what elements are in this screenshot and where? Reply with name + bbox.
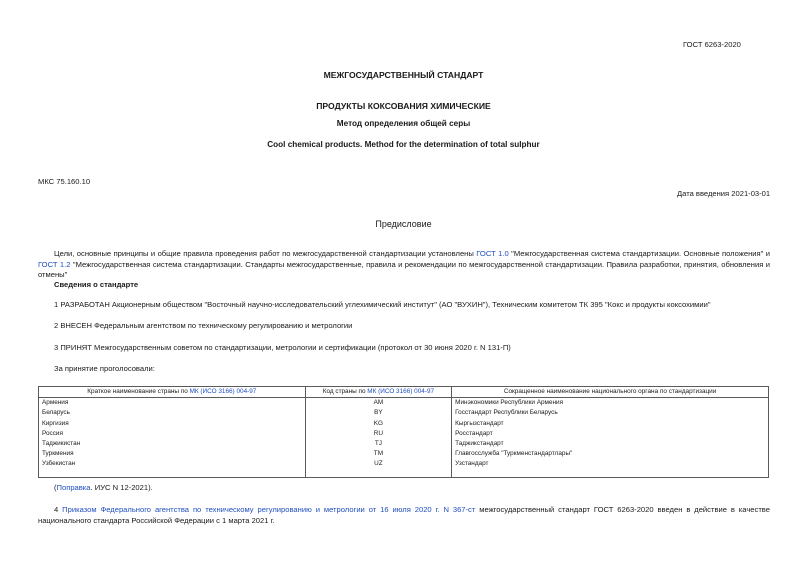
- foreword-heading: Предисловие: [375, 219, 432, 229]
- country-cell: Армения: [39, 398, 306, 409]
- product-title: ПРОДУКТЫ КОКСОВАНИЯ ХИМИЧЕСКИЕ: [316, 101, 491, 111]
- mk-iso-link[interactable]: МК (ИСО 3166) 004-97: [367, 388, 435, 396]
- code-cell: UZ: [305, 459, 451, 478]
- mk-iso-link[interactable]: МК (ИСО 3166) 004-97: [189, 388, 257, 396]
- gost-1-0-link[interactable]: ГОСТ 1.0: [476, 249, 509, 258]
- order-text: межгосударственный стандарт ГОСТ 6263-2020 введен в действие в качестве национального стандарта Российской Федерации с 1 марта 2021 г.: [38, 505, 770, 525]
- country-cell: Туркмения: [39, 449, 306, 459]
- mks-code: МКС 75.160.10: [38, 177, 91, 186]
- country-cell: Узбекистан: [39, 459, 306, 478]
- country-cell: Таджикистан: [39, 439, 306, 449]
- country-cell: Беларусь: [39, 408, 306, 418]
- code-cell: KG: [305, 419, 451, 429]
- foreword-text: "Межгосударственная система стандартизации. Основные положения" и: [508, 249, 771, 258]
- body-cell: Узстандарт: [452, 459, 769, 478]
- standard-type-title: МЕЖГОСУДАРСТВЕННЫЙ СТАНДАРТ: [323, 70, 484, 80]
- table-row: [39, 429, 769, 439]
- english-title: Cool chemical products. Method for the determination of total sulphur: [267, 140, 540, 149]
- table-row: [39, 408, 769, 418]
- header-text: Краткое наименование страны по: [87, 388, 190, 396]
- body-cell: Кыргызстандарт: [452, 419, 769, 429]
- gost-1-2-link[interactable]: ГОСТ 1.2: [38, 259, 71, 269]
- amendment-link[interactable]: Поправка: [56, 483, 91, 492]
- foreword-paragraph: [38, 249, 770, 281]
- amendment-text: . ИУС N 12-2021).: [90, 483, 153, 492]
- doc-code: ГОСТ 6263-2020: [683, 40, 741, 49]
- introduced-by: 2 ВНЕСЕН Федеральным агентством по техническому регулированию и метрологии: [54, 321, 353, 330]
- intro-date: Дата введения 2021-03-01: [677, 189, 771, 198]
- country-cell: Россия: [39, 429, 306, 439]
- body-cell: Росстандарт: [452, 429, 769, 439]
- developed-by: 1 РАЗРАБОТАН Акционерным обществом "Восточный научно-исследовательский углехимический институт" (АО "ВУХИН"), Техническим комитетом ТК 395 "Кокс и продукты коксохимии": [54, 300, 711, 309]
- method-title: Метод определения общей серы: [336, 119, 471, 128]
- code-cell: TJ: [305, 439, 451, 449]
- info-heading: Сведения о стандарте: [54, 280, 139, 289]
- foreword-text: Цели, основные принципы и общие правила проведения работ по межгосударственной стандартизации установлены: [54, 249, 477, 258]
- code-cell: BY: [305, 408, 451, 418]
- amendment-paren: (: [54, 483, 57, 492]
- table-row: [39, 449, 769, 459]
- code-cell: RU: [305, 429, 451, 439]
- order-paragraph: [38, 505, 770, 526]
- voting-table: [38, 386, 769, 478]
- order-number: 4: [54, 505, 63, 514]
- order-link[interactable]: Приказом Федерального агентства по техническому регулированию и метрологии от 16 июля 2020 г. N 367-ст: [62, 505, 476, 514]
- body-cell: Таджикстандарт: [452, 439, 769, 449]
- column-header-body: Сокращенное наименование национального органа по стандартизации: [452, 387, 769, 398]
- body-cell: Минэкономики Республики Армения: [452, 398, 769, 409]
- table-row: [39, 439, 769, 449]
- amendment-note: [54, 483, 153, 492]
- adopted-by: 3 ПРИНЯТ Межгосударственным советом по стандартизации, метрологии и сертификации (протокол от 30 июня 2020 г. N 131-П): [54, 343, 511, 352]
- table-header-row: [39, 387, 769, 398]
- foreword-text: "Межгосударственная система стандартизации. Стандарты межгосударственные, правила и рекомендации по межгосударственной стандартизации. Правила разработки, принятия, обновления и отмены": [38, 259, 770, 279]
- header-text: Код страны по: [322, 388, 368, 396]
- code-cell: AM: [305, 398, 451, 409]
- body-cell: Главгосслужба "Туркменстандартлары": [452, 449, 769, 459]
- voted-for: За принятие проголосовали:: [54, 364, 155, 373]
- table-row: [39, 419, 769, 429]
- code-cell: TM: [305, 449, 451, 459]
- table-row: [39, 459, 769, 478]
- column-header-code: [305, 387, 451, 398]
- table-row: [39, 398, 769, 409]
- country-cell: Киргизия: [39, 419, 306, 429]
- column-header-country: [39, 387, 306, 398]
- body-cell: Госстандарт Республики Беларусь: [452, 408, 769, 418]
